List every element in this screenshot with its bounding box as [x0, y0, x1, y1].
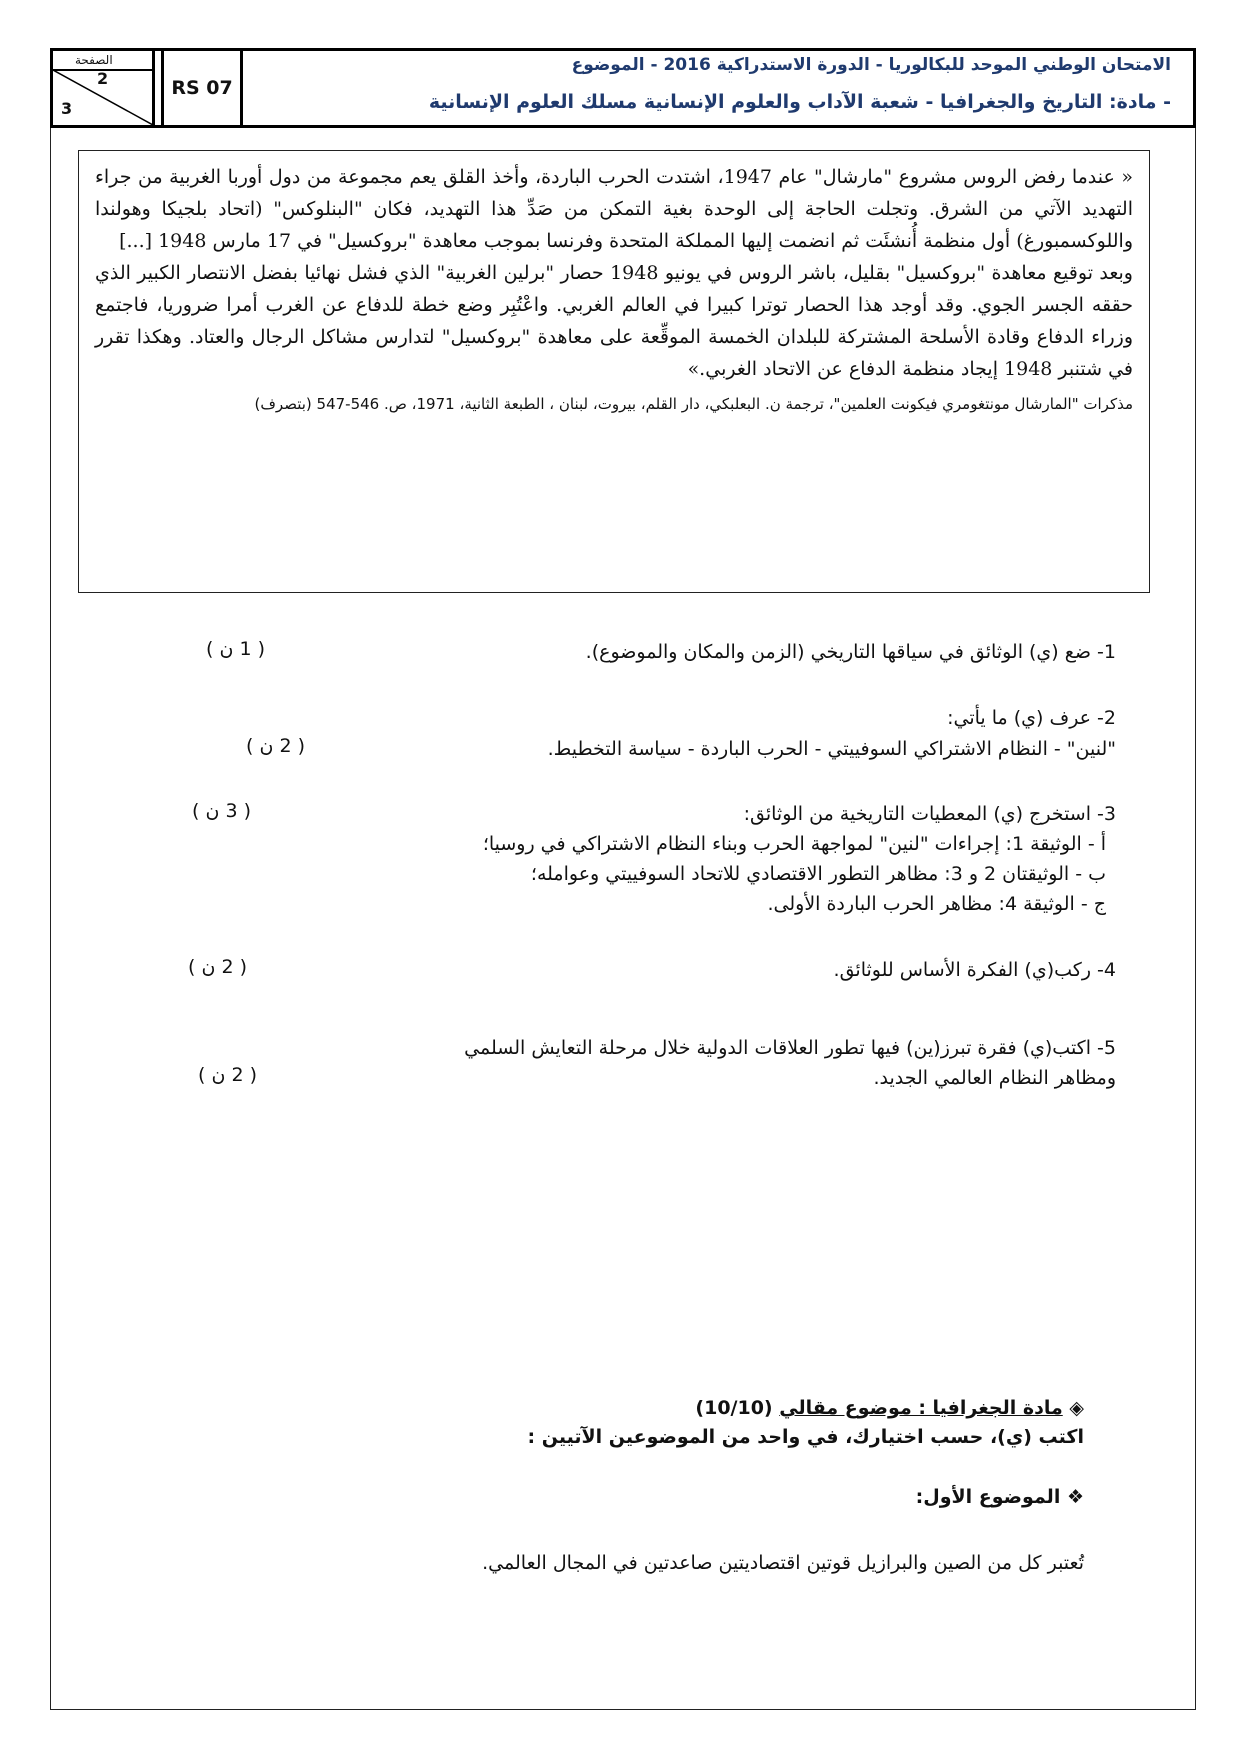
question-5: 5- اكتب(ي) فقرة تبرز(ين) فيها تطور العلاقات الدولية خلال مرحلة التعايش السلمي — [464, 1037, 1116, 1059]
question-3: 3- استخرج (ي) المعطيات التاريخية من الوثائق: — [743, 803, 1116, 825]
exam-title-line1: الامتحان الوطني الموحد للبكالوريا - الدورة الاستدراكية 2016 - الموضوع — [571, 55, 1171, 75]
exam-code: RS 07 — [161, 51, 243, 125]
question-3-points: ( 3 ن ) — [192, 800, 251, 822]
question-5-detail: ومظاهر النظام العالمي الجديد. — [873, 1067, 1116, 1089]
topic-1-title: الموضوع الأول: — [915, 1486, 1061, 1508]
question-3-item-b: ب - الوثيقتان 2 و 3: مظاهر التطور الاقتصادي للاتحاد السوفييتي وعوامله؛ — [530, 863, 1106, 885]
bullet-icon: ❖ — [1066, 1486, 1084, 1508]
exam-header — [50, 48, 1196, 128]
question-1-points: ( 1 ن ) — [206, 638, 265, 660]
question-3-item-c: ج - الوثيقة 4: مظاهر الحرب الباردة الأولى. — [767, 893, 1106, 915]
question-3-item-a: أ - الوثيقة 1: إجراءات "لنين" لمواجهة الحرب وبناء النظام الاشتراكي في روسيا؛ — [482, 833, 1106, 855]
topic-1-heading — [916, 1486, 1084, 1508]
question-4-points: ( 2 ن ) — [188, 956, 247, 978]
geography-heading: مادة الجغرافيا : موضوع مقالي — [779, 1397, 1063, 1419]
geography-heading-line — [695, 1397, 1084, 1419]
geography-instruction: اكتب (ي)، حسب اختيارك، في واحد من الموضوعين الآتيين : — [527, 1426, 1084, 1448]
document-box — [78, 150, 1150, 593]
page-total: 3 — [61, 99, 73, 118]
geography-score: (10/10) — [695, 1397, 773, 1419]
page-label: الصفحة — [75, 53, 113, 67]
question-2: 2- عرف (ي) ما يأتي: — [947, 707, 1116, 729]
exam-title — [249, 51, 1193, 125]
exam-title-line2: - مادة: التاريخ والجغرافيا - شعبة الآداب والعلوم الإنسانية مسلك العلوم الإنسانية — [428, 91, 1171, 113]
question-4: 4- ركب(ي) الفكرة الأساس للوثائق. — [833, 959, 1116, 981]
question-1: 1- ضع (ي) الوثائق في سياقها التاريخي (الزمن والمكان والموضوع). — [585, 641, 1116, 663]
question-5-points: ( 2 ن ) — [198, 1064, 257, 1086]
diamond-icon: ◈ — [1069, 1397, 1084, 1419]
document-paragraph-2: وبعد توقيع معاهدة "بروكسيل" بقليل، باشر الروس في يونيو 1948 حصار "برلين الغربية" الذي فشل نهائيا بفضل الانتصار الكبير الذي حققه الجسر الجوي. وقد أوجد هذا الحصار توترا كبيرا في العالم الغربي. واعْتُبِر وضع خطة للدفاع عن الغرب أمرا ضروريا، فاجتمع وزراء الدفاع وقادة الأسلحة المشتركة للبلدان الخمسة الموقِّعة على معاهدة "بروكسيل" لتدارس مشاكل الرجال والعتاد. وهكذا تقرر في شتنبر 1948 إيجاد منظمة الدفاع عن الاتحاد الغربي.» — [95, 262, 1133, 380]
topic-1-text: تُعتبر كل من الصين والبرازيل قوتين اقتصاديتين صاعدتين في المجال العالمي. — [482, 1552, 1084, 1574]
page-indicator — [53, 51, 155, 125]
document-source: مذكرات "المارشال مونتغومري فيكونت العلمين"، ترجمة ن. البعلبكي، دار القلم، بيروت، لبنان ، الطبعة الثانية، 1971، ص. 546-547 (بتصرف) — [254, 395, 1133, 413]
question-2-points: ( 2 ن ) — [246, 735, 305, 757]
question-2-detail: "لنين" - النظام الاشتراكي السوفييتي - الحرب الباردة - سياسة التخطيط. — [547, 738, 1116, 760]
document-paragraph-1: « عندما رفض الروس مشروع "مارشال" عام 1947، اشتدت الحرب الباردة، وأخذ القلق يعم مجموعة من دول أوربا الغربية من جراء التهديد الآتي من الشرق. وتجلت الحاجة إلى الوحدة بغية التمكن من صَدِّ هذا التهديد، فكان "البنلوكس" (اتحاد بلجيكا وهولندا واللوكسمبورغ) أول منظمة أُنشئَت ثم انضمت إليها المملكة المتحدة وفرنسا بموجب معاهدة "بروكسيل" في 17 مارس 1948 [...] — [95, 166, 1134, 252]
page-number: 2 — [97, 69, 109, 88]
